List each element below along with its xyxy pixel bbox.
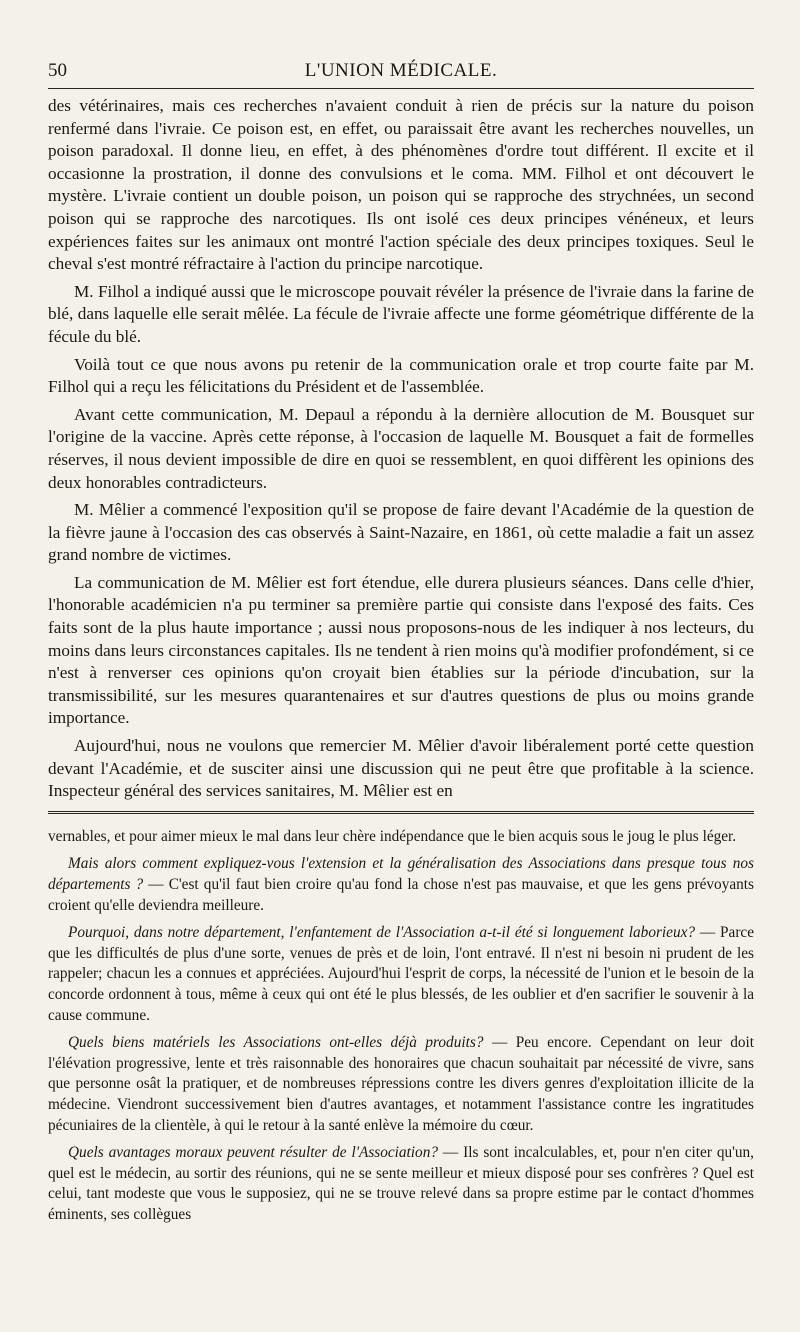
page-number: 50 <box>48 60 67 81</box>
feuilleton-answer: — C'est qu'il faut bien croire qu'au fond la chose n'est pas mauvaise, et que les gens prévoyants croient qu'elle deviendra meilleure. <box>48 876 754 914</box>
paragraph: Voilà tout ce que nous avons pu retenir de la communication orale et trop courte faite par M. Filhol qui a reçu les félicitations du Président et de l'assemblée. <box>48 354 754 397</box>
running-head <box>48 58 754 89</box>
paragraph: M. Filhol a indiqué aussi que le microscope pouvait révéler la présence de l'ivraie dans la farine de blé, dans laquelle elle serait mêlée. La fécule de l'ivraie affecte une forme géométrique différente de la fécule du blé. <box>48 281 754 346</box>
feuilleton-question: Mais alors comment expliquez-vous l'extension et la généralisation des Associations dans presque tous nos départements ? <box>48 855 754 893</box>
feuilleton-question: Quels biens matériels les Associations ont-elles déjà produits? <box>68 1034 484 1052</box>
paragraph: M. Mêlier a commencé l'exposition qu'il se propose de faire devant l'Académie de la question de la fièvre jaune à l'occasion des cas observés à Saint-Nazaire, en 1861, où cette maladie a fait un assez grand nombre de victimes. <box>48 500 754 565</box>
feuilleton-item <box>48 923 754 1026</box>
feuilleton-intro: vernables, et pour aimer mieux le mal dans leur chère indépendance que le bien acquis sous le joug le plus léger. <box>48 827 737 845</box>
feuilleton-answer: — Peu encore. Cependant on leur doit l'élévation progressive, lente et très raisonnable des honoraires que chacun souhaitait par nécessité de vivre, sans que personne osât la pratiquer, et de nombreuses répressions contre les divers genres d'exploitation illicite de la médecine. Viendront successivement bien d'autres avantages, et notamment l'assistance contre les ingratitudes pécuniaires de la clientèle, à qui le retour à la santé enlève la mémoire du cœur. <box>48 1034 754 1134</box>
feuilleton-section <box>48 827 754 1226</box>
feuilleton-answer: — Ils sont incalculables, et, pour n'en citer qu'un, quel est le médecin, au sortir des réunions, qui ne se sente meilleur et mieux disposé pour ses confrères ? Quel est celui, tant modeste que vous le supposiez, qui ne se trouve relevé dans sa propre estime par le contact d'hommes éminents, ses collègues <box>48 1144 754 1223</box>
feuilleton-item <box>48 1143 754 1225</box>
paragraph: La communication de M. Mêlier est fort étendue, elle durera plusieurs séances. Dans celle d'hier, l'honorable académicien n'a pu terminer sa première partie qui consiste dans l'exposé des faits. Ces faits sont de la plus haute importance ; aussi nous proposons-nous de les indiquer à nos lecteurs, du moins dans leurs circonstances capitales. Ils ne tendent à rien moins qu'à modifier profondément, si ce n'est à renverser ces opinions qu'on croyait bien établies sur la période d'incubation, sur la transmissibilité, sur les mesures quarantenaires et sur d'autres questions de plus ou moins grande importance. <box>48 572 754 728</box>
feuilleton-question: Quels avantages moraux peuvent résulter de l'Association? <box>68 1144 439 1162</box>
feuilleton-item <box>48 1033 754 1136</box>
feuilleton-answer: — Parce que les difficultés de plus d'une sorte, venues de près et de loin, l'ont entravé. Il n'est ni besoin ni prudent de les rappeler; chacun les a connues et appréciées. Aujourd'hui l'esprit de corps, la nécessité de l'union et le besoin de la concorde ordonnent à tous, même à ceux qui ont été le plus blessés, de les oublier et d'en sacrifier le souvenir à la cause commune. <box>48 924 754 1024</box>
feuilleton-question: Pourquoi, dans notre département, l'enfantement de l'Association a-t-il été si longuement laborieux? <box>68 924 696 942</box>
paragraph: des vétérinaires, mais ces recherches n'avaient conduit à rien de précis sur la nature du poison renfermé dans l'ivraie. Ce poison est, en effet, ou paraissait être avant les recherches nouvelles, un poison paradoxal. Il donne lieu, en effet, à des phénomènes d'ordre tout différent. Il excite et il occasionne la prostration, il donne des convulsions et le coma. MM. Filhol et ont découvert le mystère. L'ivraie contient un double poison, un poison qui se rapproche des strychnées, un second poison qui se rapproche des narcotiques. Ils ont isolé ces deux principes vénéneux, et leurs expériences faites sur les animaux ont montré l'action spéciale des deux principes toxiques. Seul le cheval s'est montré réfractaire à l'action du principe narcotique. <box>48 96 754 274</box>
feuilleton-item <box>48 854 754 916</box>
feuilleton-divider <box>48 811 754 819</box>
paragraph: Avant cette communication, M. Depaul a répondu à la dernière allocution de M. Bousquet sur l'origine de la vaccine. Après cette réponse, à l'occasion de laquelle M. Bousquet a fait de formelles réserves, il nous devient impossible de dire en quoi se ressemblent, en quoi diffèrent les opinions des deux honorables contradicteurs. <box>48 404 754 492</box>
journal-title: L'UNION MÉDICALE. <box>304 60 498 81</box>
main-article-text <box>48 95 754 803</box>
paragraph: Aujourd'hui, nous ne voulons que remercier M. Mêlier d'avoir libéralement porté cette question devant l'Académie, et de susciter ainsi une discussion qui ne peut être que profitable à la science. Inspecteur général des services sanitaires, M. Mêlier est en <box>48 736 754 801</box>
